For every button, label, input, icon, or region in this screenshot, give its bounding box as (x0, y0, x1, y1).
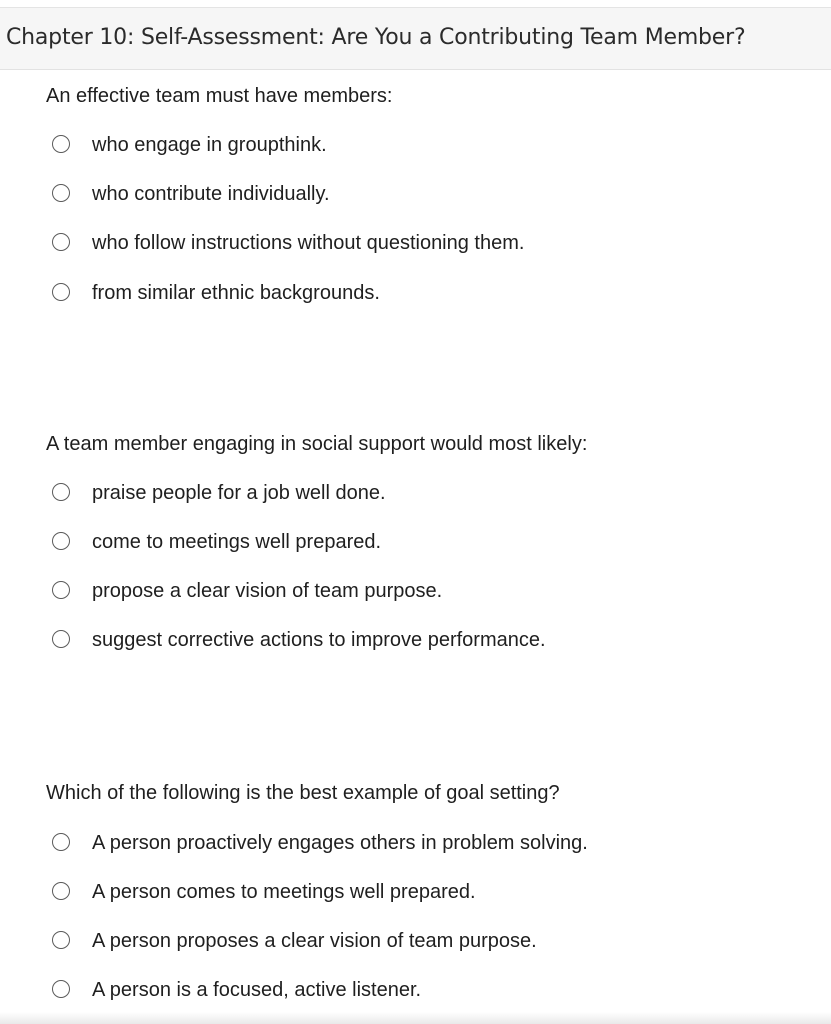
option-label[interactable]: propose a clear vision of team purpose. (92, 580, 443, 602)
radio-button[interactable] (52, 483, 70, 501)
radio-button[interactable] (52, 581, 70, 599)
radio-button[interactable] (52, 283, 70, 301)
option-label[interactable]: A person comes to meetings well prepared. (92, 881, 476, 903)
answer-option[interactable] (0, 980, 831, 1014)
option-label[interactable]: suggest corrective actions to improve performance. (92, 629, 546, 651)
radio-button[interactable] (52, 233, 70, 251)
radio-button[interactable] (52, 184, 70, 202)
radio-button[interactable] (52, 532, 70, 550)
answer-option[interactable] (0, 283, 831, 317)
answer-option[interactable] (0, 483, 831, 517)
answer-option[interactable] (0, 233, 831, 267)
option-label[interactable]: A person proposes a clear vision of team purpose. (92, 930, 537, 952)
radio-button[interactable] (52, 833, 70, 851)
answer-option[interactable] (0, 532, 831, 566)
option-label[interactable]: who contribute individually. (92, 183, 330, 205)
option-label[interactable]: who follow instructions without questioning them. (92, 232, 525, 254)
option-label[interactable]: praise people for a job well done. (92, 482, 386, 504)
answer-option[interactable] (0, 135, 831, 169)
answer-option[interactable] (0, 630, 831, 664)
page-title: Chapter 10: Self-Assessment: Are You a Contributing Team Member? (6, 25, 746, 50)
question-prompt: Which of the following is the best example of goal setting? (46, 782, 560, 804)
answer-option[interactable] (0, 931, 831, 965)
answer-option[interactable] (0, 581, 831, 615)
radio-button[interactable] (52, 980, 70, 998)
option-label[interactable]: A person is a focused, active listener. (92, 979, 422, 1001)
question-prompt: An effective team must have members: (46, 85, 393, 107)
option-label[interactable]: who engage in groupthink. (92, 134, 327, 156)
page-header (0, 7, 831, 70)
option-label[interactable]: A person proactively engages others in problem solving. (92, 832, 588, 854)
question-prompt: A team member engaging in social support would most likely: (46, 433, 588, 455)
answer-option[interactable] (0, 882, 831, 916)
radio-button[interactable] (52, 630, 70, 648)
bottom-edge-shadow (0, 1012, 831, 1024)
radio-button[interactable] (52, 882, 70, 900)
radio-button[interactable] (52, 135, 70, 153)
option-label[interactable]: from similar ethnic backgrounds. (92, 282, 380, 304)
radio-button[interactable] (52, 931, 70, 949)
answer-option[interactable] (0, 184, 831, 218)
answer-option[interactable] (0, 833, 831, 867)
option-label[interactable]: come to meetings well prepared. (92, 531, 382, 553)
